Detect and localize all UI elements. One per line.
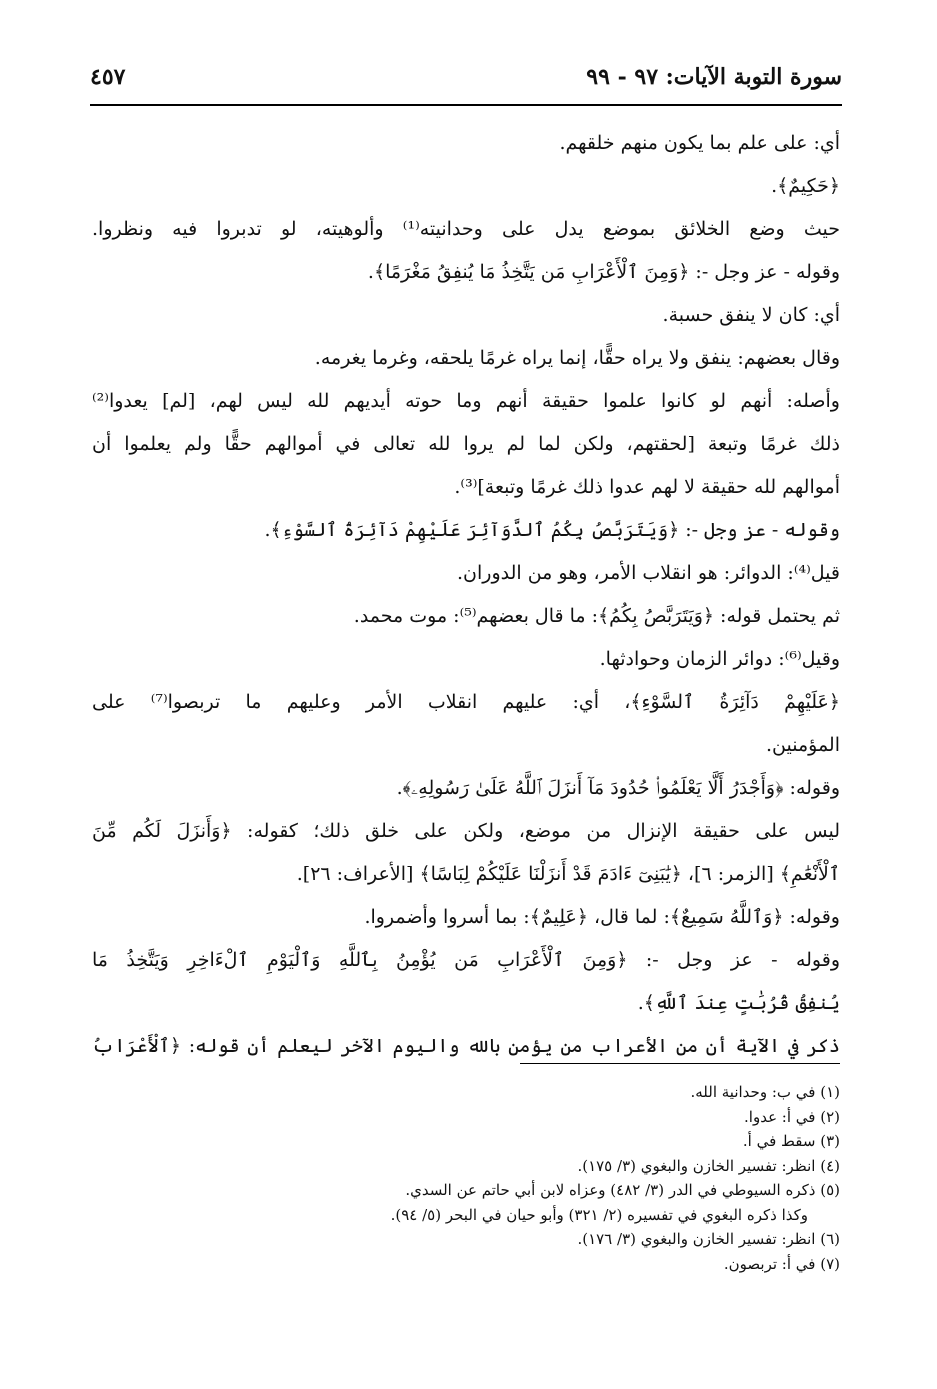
text-line: أي: على علم بما يكون منهم خلقهم. (559, 132, 840, 154)
text-line: ﴿عَلَيْهِمْ دَآئِرَةُ ٱلسَّوْءِ﴾، أي: عليهم انقلاب الأمر وعليهم ما تربصوا⁽⁷⁾ على (92, 691, 840, 713)
text-line: حيث وضع الخلائق بموضع يدل على وحدانيته⁽¹⁾ وألوهيته، لو تدبروا فيه ونظروا. (92, 218, 840, 240)
footnote-continuation: وكذا ذكره البغوي في تفسيره (٢/ ٣٢١) وأبو حيان في البحر (٥/ ٩٤). (390, 1205, 808, 1224)
footnote: (٢) في أ: عدوا. (744, 1107, 840, 1126)
text-line: ثم يحتمل قوله: ﴿وَيَتَرَبَّصُ بِكُمُ﴾: ما قال بعضهم⁽⁵⁾: موت محمد. (353, 605, 840, 627)
page-number: ٤٥٧ (90, 64, 126, 90)
text-line: أموالهم لله حقيقة لا لهم عدوا ذلك غرمًا وتبعة]⁽³⁾. (454, 476, 840, 498)
footnote: (١) في ب: وحدانية الله. (690, 1083, 840, 1101)
header-rule (90, 104, 842, 106)
main-text (92, 122, 840, 1068)
text-line: وأصله: أنهم لو كانوا علموا حقيقة أنهم وما حوته أيديهم لله ليس لهم، [لم] يعدوا⁽²⁾ (92, 390, 840, 412)
footnote: (٦) انظر: تفسير الخازن والبغوي (٣/ ١٧٦). (577, 1230, 840, 1248)
text-line: يُنفِقُ قُرُبَٰتٍ عِندَ ٱللَّهِ﴾. (637, 992, 840, 1014)
text-line: ٱلْأَنْعَٰمِ﴾ [الزمر: ٦]، ﴿يَٰبَنِىٓ ءَادَمَ قَدْ أَنزَلْنَا عَلَيْكُمْ لِبَاسًا﴾ [الأعراف: ٢٦]. (296, 863, 840, 885)
text-line: وقوله - عز وجل -: ﴿وَيَتَرَبَّصُ بِكُمُ ٱلدَّوَآئِرَ عَلَيْهِمْ دَآئِرَةُ ٱلسَّوْءِ﴾. (264, 519, 840, 541)
text-line: قيل⁽⁴⁾: الدوائر: هو انقلاب الأمر، وهو من الدوران. (457, 562, 840, 584)
text-line: أي: كان لا ينفق حسبة. (662, 304, 840, 326)
footnotes (92, 1080, 840, 1276)
text-line: وقال بعضهم: ينفق ولا يراه حقًّا، إنما يراه غرمًا يلحقه، وغرما يغرمه. (314, 347, 840, 369)
footnote: (٣) سقط في أ. (742, 1132, 840, 1150)
page-header (90, 58, 842, 102)
text-line: المؤمنين. (765, 734, 840, 756)
footnote: (٧) في أ: تربصون. (723, 1254, 840, 1273)
text-line: وقوله - عز وجل -: ﴿وَمِنَ ٱلْأَعْرَابِ مَن يُؤْمِنُ بِٱللَّهِ وَٱلْيَوْمِ ٱلْءَاخِرِ وَيَتَّخِذُ مَا (92, 949, 840, 971)
text-line: وقوله: ﴿وَٱللَّهُ سَمِيعٌ﴾: لما قال، ﴿عَلِيمٌ﴾: بما أسروا وأضمروا. (364, 906, 840, 928)
footnote: (٤) انظر: تفسير الخازن والبغوي (٣/ ١٧٥). (577, 1156, 840, 1175)
footnote-rule (520, 1063, 840, 1064)
text-line: ﴿حَكِيمٌ﴾. (771, 175, 840, 197)
footnote: (٥) ذكره السيوطي في الدر (٣/ ٤٨٢) وعزاه لابن أبي حاتم عن السدي. (405, 1181, 840, 1199)
text-line: ذكر في الآية أن من الأعراب من يؤمن بالله واليوم الآخر ليعلم أن قوله: ﴿ٱلْأَعْرَابُ (92, 1035, 840, 1057)
text-line: وقوله: ﴿وَأَجْدَرُ أَلَّا يَعْلَمُوا۟ حُدُودَ مَآ أَنزَلَ ٱللَّهُ عَلَىٰ رَسُولِهِۦ﴾. (396, 777, 840, 799)
text-line: وقيل⁽⁶⁾: دوائر الزمان وحوادثها. (599, 648, 840, 670)
header-title: سورة التوبة الآيات: ٩٧ - ٩٩ (586, 64, 842, 90)
text-line: وقوله - عز وجل -: ﴿وَمِنَ ٱلْأَعْرَابِ مَن يَتَّخِذُ مَا يُنفِقُ مَغْرَمًا﴾. (367, 261, 840, 283)
text-line: ليس على حقيقة الإنزال من موضع، ولكن على خلق ذلك؛ كقوله: ﴿وَأَنزَلَ لَكُم مِّنَ (92, 820, 840, 842)
text-line: ذلك غرمًا وتبعة [لحقتهم، ولكن لما لم يروا لله تعالى في أموالهم حقًّا ولم يعلموا أن (92, 433, 840, 455)
